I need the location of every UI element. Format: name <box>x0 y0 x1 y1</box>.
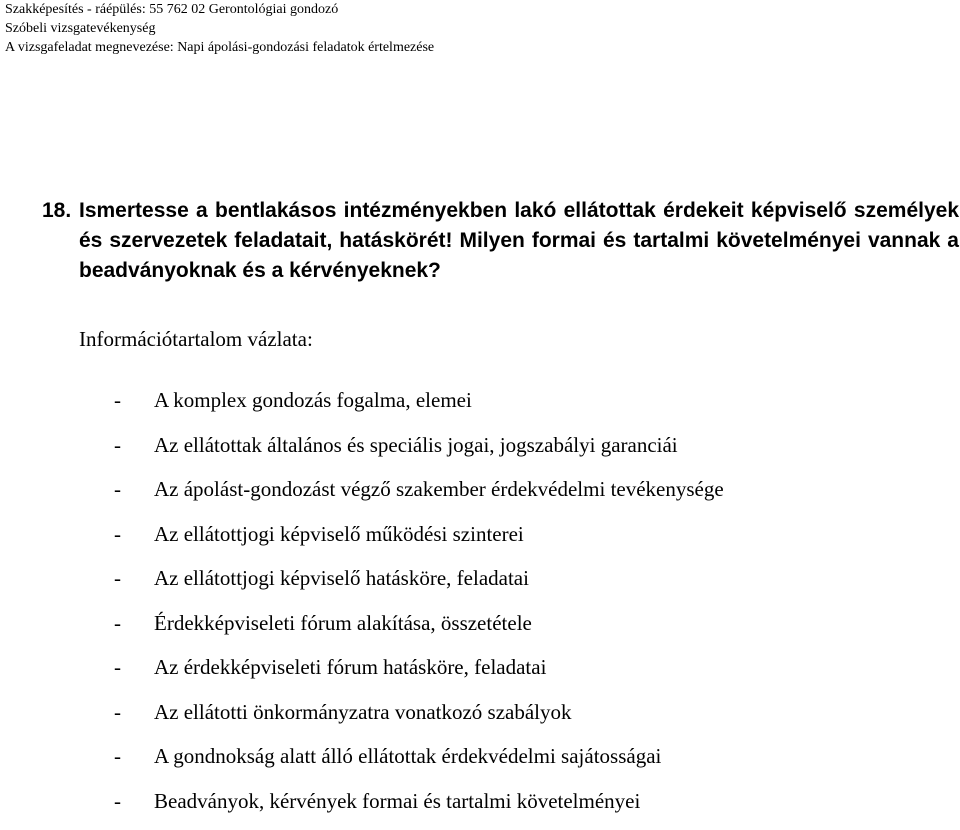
list-item <box>114 430 724 475</box>
bullet-dash: - <box>114 741 154 771</box>
list-item <box>114 697 724 742</box>
list-item <box>114 741 724 786</box>
bullet-dash: - <box>114 652 154 682</box>
list-item-text: Az ellátottak általános és speciális jogai, jogszabályi garanciái <box>154 433 678 457</box>
list-item-text: A gondnokság alatt álló ellátottak érdekvédelmi sajátosságai <box>154 744 661 768</box>
bullet-dash: - <box>114 430 154 460</box>
list-item <box>114 385 724 430</box>
bullet-dash: - <box>114 474 154 504</box>
bullet-dash: - <box>114 563 154 593</box>
question-text: Ismertesse a bentlakásos intézményekben lakó ellátottak érdekeit képviselő személyek és szervezetek feladatait, hatáskörét! Milyen formai és tartalmi követelményei vannak a beadványoknak és a kérvényeknek? <box>79 196 959 286</box>
bullet-dash: - <box>114 697 154 727</box>
info-outline-list <box>114 385 724 830</box>
list-item-text: Az ápolást-gondozást végző szakember érdekvédelmi tevékenysége <box>154 477 724 501</box>
list-item <box>114 786 724 830</box>
info-outline-title: Információtartalom vázlata: <box>79 324 313 354</box>
list-item-text: Az ellátotti önkormányzatra vonatkozó szabályok <box>154 700 572 724</box>
bullet-dash: - <box>114 608 154 638</box>
exam-question <box>42 196 959 286</box>
question-number: 18. <box>42 196 71 226</box>
list-item-text: Érdekképviseleti fórum alakítása, összetétele <box>154 611 532 635</box>
list-item <box>114 652 724 697</box>
list-item-text: Az érdekképviseleti fórum hatásköre, feladatai <box>154 655 546 679</box>
list-item <box>114 474 724 519</box>
list-item-text: Az ellátottjogi képviselő működési szinterei <box>154 522 524 546</box>
list-item-text: Beadványok, kérvények formai és tartalmi követelményei <box>154 789 640 813</box>
document-header <box>5 0 434 57</box>
header-exam-activity: Szóbeli vizsgatevékenység <box>5 19 434 38</box>
header-qualification: Szakképesítés - ráépülés: 55 762 02 Gerontológiai gondozó <box>5 0 434 19</box>
list-item <box>114 519 724 564</box>
list-item <box>114 608 724 653</box>
bullet-dash: - <box>114 385 154 415</box>
bullet-dash: - <box>114 519 154 549</box>
header-task-name: A vizsgafeladat megnevezése: Napi ápolási-gondozási feladatok értelmezése <box>5 38 434 57</box>
list-item-text: Az ellátottjogi képviselő hatásköre, feladatai <box>154 566 529 590</box>
list-item <box>114 563 724 608</box>
bullet-dash: - <box>114 786 154 816</box>
list-item-text: A komplex gondozás fogalma, elemei <box>154 388 472 412</box>
